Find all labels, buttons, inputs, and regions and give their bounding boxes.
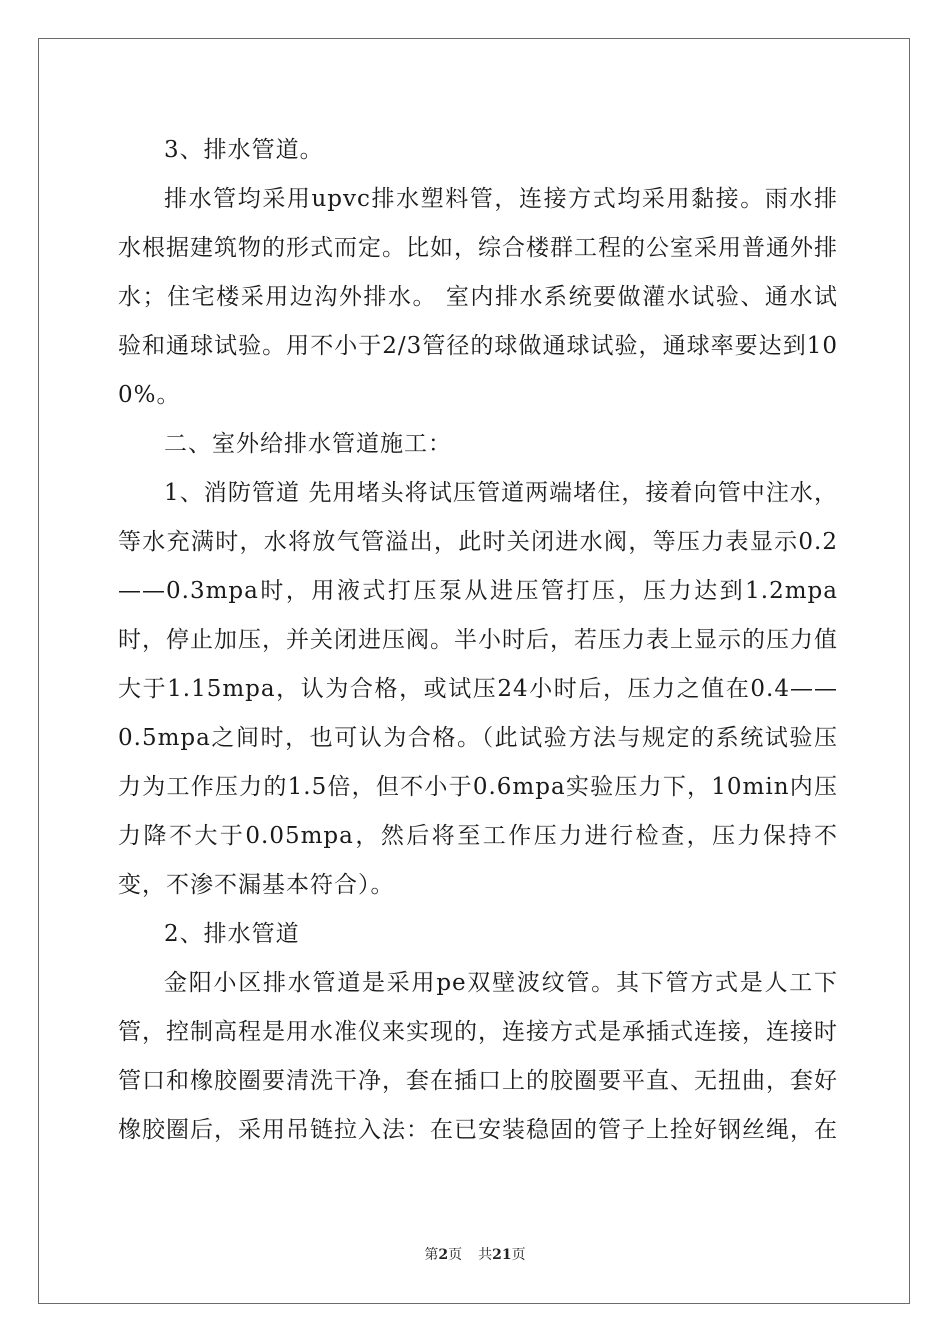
footer-total-unit: 页: [511, 1247, 526, 1263]
page-footer: [0, 1246, 950, 1264]
document-body: [118, 126, 838, 1155]
footer-total-prefix: 共: [478, 1247, 493, 1263]
paragraph-jinyang-drainage: 金阳小区排水管道是采用pe双壁波纹管。其下管方式是人工下管，控制高程是用水准仪来实现的，连接方式是承插式连接，连接时管口和橡胶圈要清洗干净，套在插口上的胶圈要平直、无扭曲，套好橡胶圈后，采用吊链拉入法：在已安装稳固的管子上拴好钢丝绳，在: [118, 970, 838, 1143]
paragraph-drainage-materials: 排水管均采用upvc排水塑料管，连接方式均采用黏接。雨水排水根据建筑物的形式而定。比如，综合楼群工程的公室采用普通外排水；住宅楼采用边沟外排水。 室内排水系统要做灌水试验、通水试验和通球试验。用不小于2/3管径的球做通球试验，通球率要达到100%。: [118, 186, 838, 408]
footer-page-unit: 页: [448, 1247, 463, 1263]
footer-page-number: 2: [438, 1247, 449, 1263]
paragraph-fire-pipes: 1、消防管道 先用堵头将试压管道两端堵住，接着向管中注水，等水充满时，水将放气管溢出，此时关闭进水阀，等压力表显示0.2——0.3mpa时，用液式打压泵从进压管打压，压力达到1.2mpa时，停止加压，并关闭进压阀。半小时后，若压力表上显示的压力值大于1.15mpa，认为合格，或试压24小时后，压力之值在0.4——0.5mpa之间时，也可认为合格。（此试验方法与规定的系统试验压力为工作压力的1.5倍，但不小于0.6mpa实验压力下，10min内压力降不大于0.05mpa，然后将至工作压力进行检查，压力保持不变，不渗不漏基本符合）。: [118, 480, 838, 898]
section-heading-outdoor-construction: 二、室外给排水管道施工：: [164, 431, 452, 457]
footer-page-prefix: 第: [424, 1247, 439, 1263]
footer-total-pages: 21: [492, 1247, 512, 1263]
section-heading-drainage-pipes: 3、排水管道。: [164, 137, 324, 163]
subheading-drainage-pipes: 2、排水管道: [164, 921, 300, 947]
